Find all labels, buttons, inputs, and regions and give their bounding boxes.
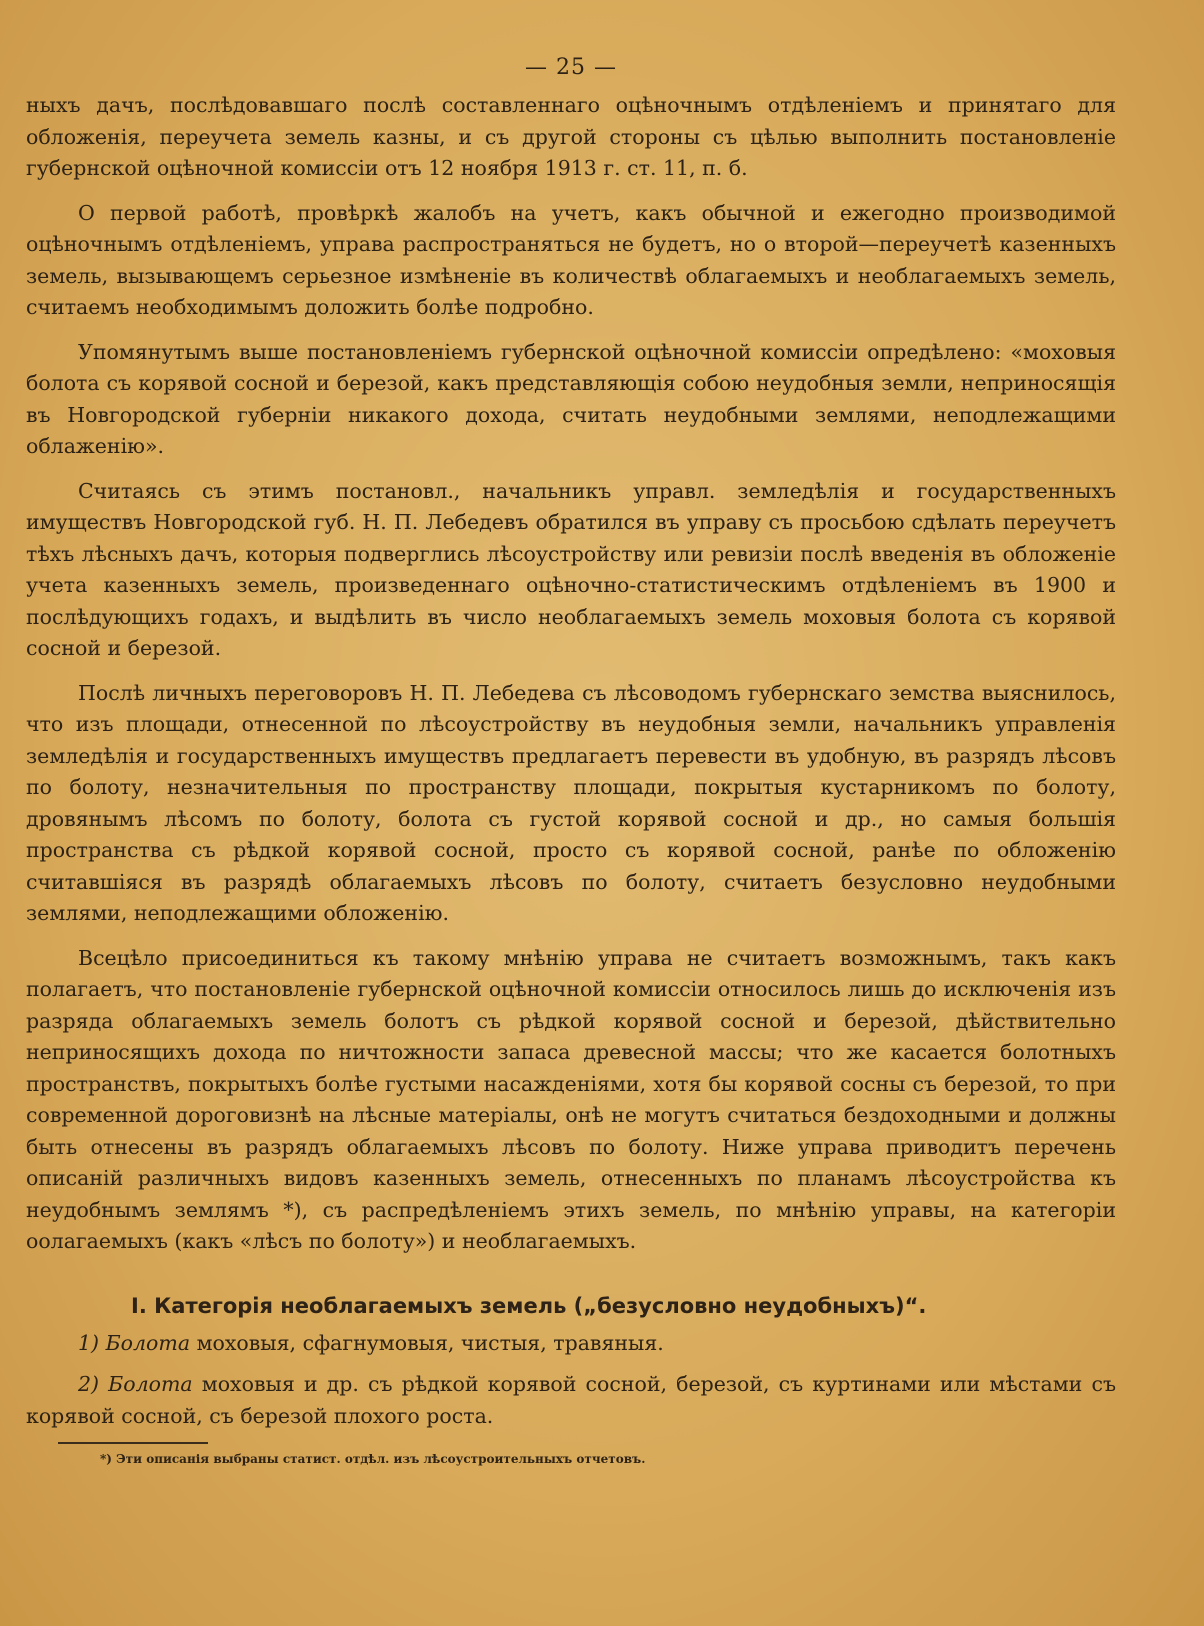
paragraph: Считаясь съ этимъ постановл., начальникъ управл. земледѣлія и государственныхъ имуществъ Новгородской губ. Н. П. Лебедевъ обратился въ управу съ просьбою сдѣлать переучетъ тѣхъ лѣсныхъ дачъ, которыя подверглись лѣсоустройству или ревизіи послѣ введенія въ обложеніе учета казенныхъ земель, произведеннаго оцѣночно-статистическимъ отдѣленіемъ въ 1900 и послѣдующихъ годахъ, и выдѣлить въ число необлагаемыхъ земель моховыя болота съ корявой сосной и березой. bbox=[26, 478, 1116, 660]
page-number: — 25 — bbox=[525, 55, 617, 80]
list-item-text: моховыя, сфагнумовыя, чистыя, травяныя. bbox=[196, 1330, 664, 1355]
list-item-term: Болота bbox=[105, 1330, 191, 1355]
list-item bbox=[26, 1369, 1116, 1432]
paragraph: О первой работѣ, провѣркѣ жалобъ на учетъ, какъ обычной и ежегодно производимой оцѣночнымъ отдѣленіемъ, управа распространяться не будетъ, но о второй—переучетѣ казенныхъ земель, вызывающемъ серьезное измѣненіе въ количествѣ облагаемыхъ и необлагаемыхъ земель, считаемъ необходимымъ доложить болѣе подробно. bbox=[26, 200, 1116, 319]
list-item-number: 1) bbox=[78, 1330, 100, 1355]
section-heading: I. Категорія необлагаемыхъ земель („безусловно неудобныхъ)“. bbox=[131, 1293, 927, 1318]
list-item-term: Болота bbox=[108, 1372, 193, 1396]
list-item bbox=[26, 1328, 1116, 1360]
paragraph: Послѣ личныхъ переговоровъ Н. П. Лебедева съ лѣсоводомъ губернскаго земства выяснилось, что изъ площади, отнесенной по лѣсоустройству въ неудобныя земли, начальникъ управленія земледѣлія и государственныхъ имуществъ предлагаетъ перевести въ удобную, въ разрядъ лѣсовъ по болоту, незначительныя по пространству площади, покрытыя кустарникомъ по болоту, дровянымъ лѣсомъ по болоту, болота съ густой корявой сосной и др., но самыя большія пространства съ рѣдкой корявой сосной, просто съ корявой сосной, ранѣе по обложенію считавшіяся въ разрядѣ облагаемыхъ лѣсовъ по болоту, считаетъ безусловно неудобными землями, неподлежащими обложенію. bbox=[26, 680, 1116, 925]
list-item-text: моховыя и др. съ рѣдкой корявой сосной, березой, съ куртинами или мѣстами съ корявой сосной, съ березой плохого роста. bbox=[26, 1372, 1116, 1428]
paragraph: Упомянутымъ выше постановленіемъ губернской оцѣночной комиссіи опредѣлено: «моховыя болота съ корявой сосной и березой, какъ представляющія собою неудобныя земли, неприносящія въ Новгородской губерніи никакого дохода, считать неудобными землями, неподлежащими облаженію». bbox=[26, 339, 1116, 458]
list-item-number: 2) bbox=[78, 1372, 100, 1396]
paragraph-continued: ныхъ дачъ, послѣдовавшаго послѣ составленнаго оцѣночнымъ отдѣленіемъ и принятаго для обложенія, переучета земель казны, и съ другой стороны съ цѣлью выполнить постановленіе губернской оцѣночной комиссіи отъ 12 ноября 1913 г. ст. 11, п. б. bbox=[26, 93, 1116, 180]
paragraph: Всецѣло присоединиться къ такому мнѣнію управа не считаетъ возможнымъ, такъ какъ полагаетъ, что постановленіе губернской оцѣночной комиссіи относилось лишь до исключенія изъ разряда облагаемыхъ земель болотъ съ рѣдкой корявой сосной и березой, дѣйствительно неприносящихъ дохода по ничтожности запаса древесной массы; что же касается болотныхъ пространствъ, покрытыхъ болѣе густыми насажденіями, хотя бы корявой сосны съ березой, то при современной дороговизнѣ на лѣсные матеріалы, онѣ не могутъ считаться бездоходными и должны быть отнесены въ разрядъ облагаемыхъ лѣсовъ по болоту. Ниже управа приводитъ перечень описаній различныхъ видовъ казенныхъ земель, отнесенныхъ по планамъ лѣсоустройства къ неудобнымъ землямъ *), съ распредѣленіемъ этихъ земель, по мнѣнію управы, на категоріи оолагаемыхъ (какъ «лѣсъ по болоту») и необлагаемыхъ. bbox=[26, 945, 1116, 1253]
footnote-divider bbox=[58, 1442, 208, 1444]
footnote: *) Эти описанія выбраны статист. отдѣл. изъ лѣсоустроительныхъ отчетовъ. bbox=[100, 1452, 646, 1466]
